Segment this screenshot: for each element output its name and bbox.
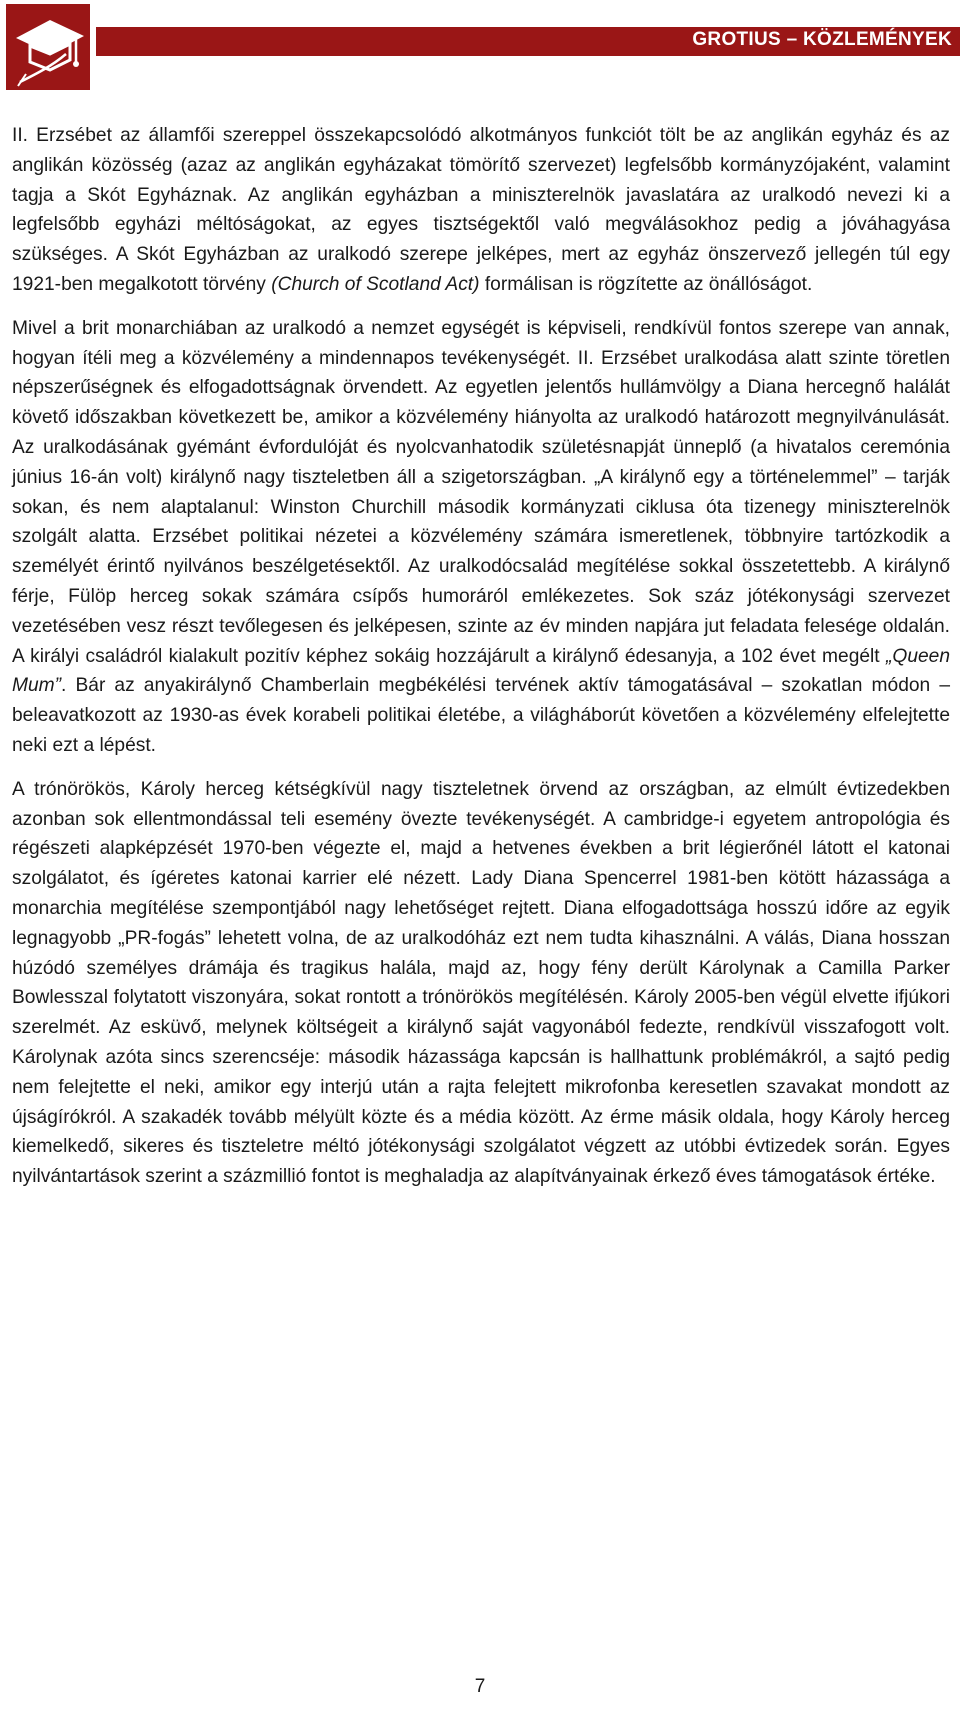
- page-number: 7: [474, 1676, 486, 1697]
- paragraph-1-text-2: formálisan is rögzítette az önállóságot.: [479, 273, 813, 295]
- header-band: [96, 27, 960, 56]
- paragraph-2-italic-queen-mum: „Queen Mum”: [12, 645, 950, 697]
- paragraph-3: [12, 775, 950, 1192]
- paragraph-3-text-1: A trónörökös, Károly herceg kétségkívül nagy tiszteletnek örvend az országban, az elmúlt évtizedekben azonban sok ellentmondással teli esemény övezte tevékenységét. A cambridge-i egyetem antropológia és régészeti alapképzését 1970-ben végezte el, majd a hetvenes években a brit légierőnél látott el katonai szolgálatot, és ígéretes katonai karrier elé nézett. Lady Diana Spencerrel 1981-ben kötött házassága a monarchia megítélése szempontjából nagy lehetőséget rejtett. Diana elfogadottsága hosszú időre az egyik legnagyobb „PR-fogás” lehetett volna, de az uralkodóház ezt nem tudta kihasználni. A válás, Diana hosszan húzódó személyes drámája és tragikus halála, majd az, hogy fény derült Károlynak a Camilla Parker Bowlesszal folytatott viszonyára, sokat rontott a trónörökös megítélésén. Károly 2005-ben végül elvette ifjúkori szerelmét. Az esküvő, melynek költségeit a királynő saját vagyonából fedezte, rendkívül visszafogott volt. Károlynak azóta sincs szerencséje: második házassága kapcsán is hallhattunk problémákról, a sajtó pedig nem felejtette el neki, amikor egy interjú után a rajta felejtett mikrofonba keresetlen szavakat mondott az újságírókról. A szakadék tovább mélyült közte és a média között. Az érme másik oldala, hogy Károly herceg kiemelkedő, sikeres és tiszteletre méltó jótékonysági szolgálatot végzett az utóbbi évtizedek során. Egyes nyilvántartások szerint a százmillió fontot is meghaladja az alapítványainak érkező éves támogatások értéke.: [12, 778, 950, 1188]
- page-header: [0, 0, 960, 95]
- paragraph-1-italic-act: (Church of Scotland Act): [271, 273, 480, 295]
- grotius-logo-icon: [6, 4, 90, 90]
- paragraph-1-text-1: II. Erzsébet az államfői szereppel összekapcsolódó alkotmányos funkciót tölt be az anglikán egyház és az anglikán közösség (azaz az anglikán egyházakat tömörítő szervezet) legfelsőbb kormányzójaként, valamint tagja a Skót Egyháznak. Az anglikán egyházban a miniszterelnök javaslatára az uralkodó nevezi ki a legfelsőbb egyházi méltóságokat, az egyes tisztségektől való megválásokhoz pedig a jóváhagyása szükséges. A Skót Egyházban az uralkodó szerepe jelképes, mert az egyház önszervező jellegén túl egy 1921-ben megalkotott törvény: [12, 125, 950, 295]
- paragraph-1: [12, 121, 950, 300]
- paragraph-2-text-1: Mivel a brit monarchiában az uralkodó a nemzet egységét is képviseli, rendkívül fontos szerepe van annak, hogyan ítéli meg a közvélemény a mindennapos tevékenységét. II. Erzsébet uralkodása alatt szinte töretlen népszerűségnek és elfogadottságnak örvendett. Az egyetlen jelentős hullámvölgy a Diana hercegnő halálát követő időszakban következett be, amikor a közvélemény hiányolta az uralkodó határozott megnyilvánulását. Az uralkodásának gyémánt évfordulóját és nyolcvanhatodik születésnapját ünneplő (a hivatalos ceremónia június 16-án volt) királynő nagy tiszteletben áll a szigetországban. „A királynő egy a történelemmel” – tarják sokan, és nem alaptalanul: Winston Churchill második kormányzati ciklusa óta tizenegy miniszterelnök szolgált alatta. Erzsébet politikai nézetei a közvélemény számára ismeretlenek, többnyire tartózkodik a személyét érintő nyilvános beszélgetésektől. Az uralkodócsalád megítélése sokkal összetettebb. A királynő férje, Fülöp herceg sokak számára csípős humoráról emlékezetes. Sok száz jótékonysági szervezet vezetésében vesz részt tevőlegesen és jelképesen, szinte az év minden napjára jut feladata felesége oldalán. A királyi családról kialakult pozitív képhez sokáig hozzájárult a királynő édesanyja, a 102 évet megélt: [12, 317, 950, 667]
- paragraph-2-text-2: . Bár az anyakirálynő Chamberlain megbékélési tervének aktív támogatásával – szokatlan módon – beleavatkozott az 1930-as évek korabeli politikai életébe, a világháborút követően a közvélemény elfelejtette neki ezt a lépést.: [12, 675, 950, 756]
- header-title: GROTIUS – KÖZLEMÉNYEK: [692, 29, 952, 50]
- article-body: [12, 121, 950, 1206]
- paragraph-2: [12, 314, 950, 761]
